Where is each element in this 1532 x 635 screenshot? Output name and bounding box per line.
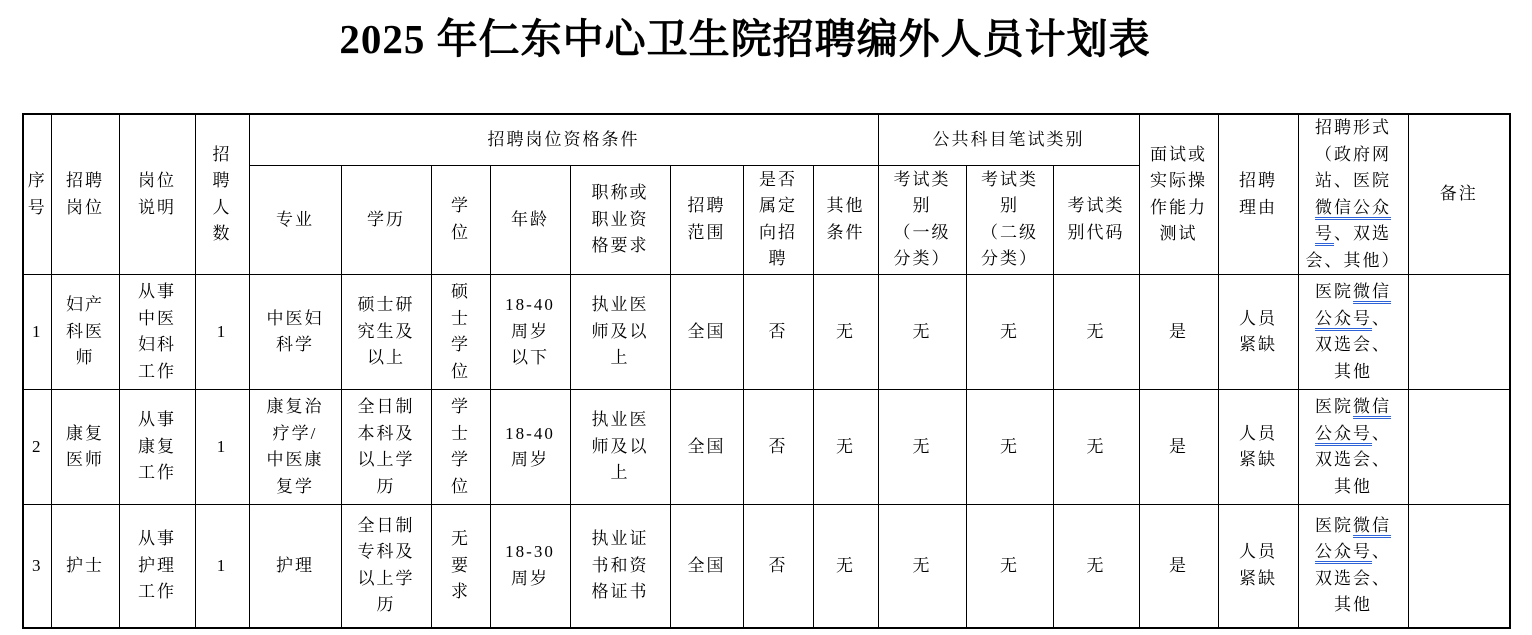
col-header-education: 学历	[341, 165, 431, 274]
col-header-qualification-group: 招聘岗位资格条件	[249, 114, 878, 165]
cell-reason: 人员 紧缺	[1218, 275, 1298, 390]
cell-count: 1	[195, 390, 249, 505]
cell-seq: 1	[23, 275, 51, 390]
recruitment-plan-table	[22, 113, 1511, 629]
col-header-age: 年龄	[490, 165, 570, 274]
cell-position: 护士	[51, 505, 119, 628]
col-header-seq: 序 号	[23, 114, 51, 275]
col-header-position: 招聘 岗位	[51, 114, 119, 275]
cell-position: 妇产 科医 师	[51, 275, 119, 390]
cell-scope: 全国	[670, 390, 743, 505]
cell-desc: 从事 康复 工作	[119, 390, 195, 505]
cell-scope: 全国	[670, 505, 743, 628]
cell-targeted: 否	[743, 390, 813, 505]
cell-recruit-form	[1298, 505, 1408, 628]
cell-exam-l1: 无	[878, 390, 966, 505]
cell-exam-l2: 无	[966, 505, 1053, 628]
col-header-major: 专业	[249, 165, 341, 274]
cell-interview: 是	[1139, 390, 1218, 505]
cell-age: 18-40 周岁	[490, 390, 570, 505]
col-header-other: 其他 条件	[813, 165, 878, 274]
cell-degree: 无 要 求	[431, 505, 490, 628]
col-header-exam-l1: 考试类 别 （一级 分类）	[878, 165, 966, 274]
cell-exam-l1: 无	[878, 275, 966, 390]
col-header-targeted: 是否 属定 向招 聘	[743, 165, 813, 274]
cell-recruit-form	[1298, 275, 1408, 390]
underlined-text-segment: 微信 公众号	[1315, 515, 1392, 562]
cell-exam-code: 无	[1053, 505, 1139, 628]
cell-major: 中医妇 科学	[249, 275, 341, 390]
cell-desc: 从事 中医 妇科 工作	[119, 275, 195, 390]
cell-major: 护理	[249, 505, 341, 628]
col-header-interview: 面试或 实际操 作能力 测试	[1139, 114, 1218, 275]
cell-other: 无	[813, 275, 878, 390]
cell-education: 全日制 本科及 以上学 历	[341, 390, 431, 505]
cell-remark	[1408, 390, 1510, 505]
cell-exam-code: 无	[1053, 390, 1139, 505]
underlined-text-segment: 微信公众 号	[1315, 197, 1392, 244]
cell-count: 1	[195, 505, 249, 628]
text-segment: 医院	[1315, 515, 1354, 535]
page-title: 2025 年仁东中心卫生院招聘编外人员计划表	[339, 16, 1151, 62]
cell-major: 康复治 疗学/ 中医康 复学	[249, 390, 341, 505]
cell-interview: 是	[1139, 505, 1218, 628]
cell-reason: 人员 紧缺	[1218, 390, 1298, 505]
text-segment: 招聘形式 （政府网 站、医院	[1315, 118, 1392, 191]
cell-seq: 3	[23, 505, 51, 628]
cell-exam-l1: 无	[878, 505, 966, 628]
col-header-recruit-form	[1298, 114, 1408, 275]
table-row	[23, 505, 1510, 628]
cell-title-req: 执业医 师及以 上	[570, 390, 670, 505]
cell-remark	[1408, 505, 1510, 628]
col-header-exam-group: 公共科目笔试类别	[878, 114, 1139, 165]
cell-position: 康复 医师	[51, 390, 119, 505]
cell-interview: 是	[1139, 275, 1218, 390]
cell-exam-l2: 无	[966, 275, 1053, 390]
underlined-text-segment: 微信 公众号	[1315, 397, 1392, 443]
cell-other: 无	[813, 505, 878, 628]
col-header-count: 招 聘 人 数	[195, 114, 249, 275]
cell-title-req: 执业证 书和资 格证书	[570, 505, 670, 628]
cell-desc: 从事 护理 工作	[119, 505, 195, 628]
cell-exam-l2: 无	[966, 390, 1053, 505]
col-header-reason: 招聘 理由	[1218, 114, 1298, 275]
text-segment: 、 双选会、 其他	[1315, 308, 1392, 381]
col-header-scope: 招聘 范围	[670, 165, 743, 274]
text-segment: 医院	[1315, 282, 1354, 302]
text-segment: 、 双选会、 其他	[1315, 542, 1392, 615]
cell-degree: 学 士 学 位	[431, 390, 490, 505]
col-header-title-req: 职称或 职业资 格要求	[570, 165, 670, 274]
col-header-exam-code: 考试类 别代码	[1053, 165, 1139, 274]
cell-education: 硕士研 究生及 以上	[341, 275, 431, 390]
text-segment: 、 双选会、 其他	[1315, 423, 1392, 496]
cell-title-req: 执业医 师及以 上	[570, 275, 670, 390]
cell-age: 18-30 周岁	[490, 505, 570, 628]
cell-targeted: 否	[743, 505, 813, 628]
cell-degree: 硕 士 学 位	[431, 275, 490, 390]
table-row	[23, 275, 1510, 390]
cell-other: 无	[813, 390, 878, 505]
cell-scope: 全国	[670, 275, 743, 390]
cell-education: 全日制 专科及 以上学 历	[341, 505, 431, 628]
cell-count: 1	[195, 275, 249, 390]
cell-exam-code: 无	[1053, 275, 1139, 390]
cell-seq: 2	[23, 390, 51, 505]
text-segment: 医院	[1315, 397, 1354, 417]
text-segment: 、双选 会、其他）	[1305, 224, 1401, 270]
col-header-exam-l2: 考试类 别 （二级 分类）	[966, 165, 1053, 274]
table-row	[23, 390, 1510, 505]
underlined-text-segment: 微信 公众号	[1315, 282, 1392, 328]
cell-recruit-form	[1298, 390, 1408, 505]
col-header-remark: 备注	[1408, 114, 1510, 275]
col-header-degree: 学 位	[431, 165, 490, 274]
cell-age: 18-40 周岁 以下	[490, 275, 570, 390]
cell-remark	[1408, 275, 1510, 390]
cell-targeted: 否	[743, 275, 813, 390]
header-row-groups	[23, 114, 1510, 165]
col-header-desc: 岗位 说明	[119, 114, 195, 275]
cell-reason: 人员 紧缺	[1218, 505, 1298, 628]
